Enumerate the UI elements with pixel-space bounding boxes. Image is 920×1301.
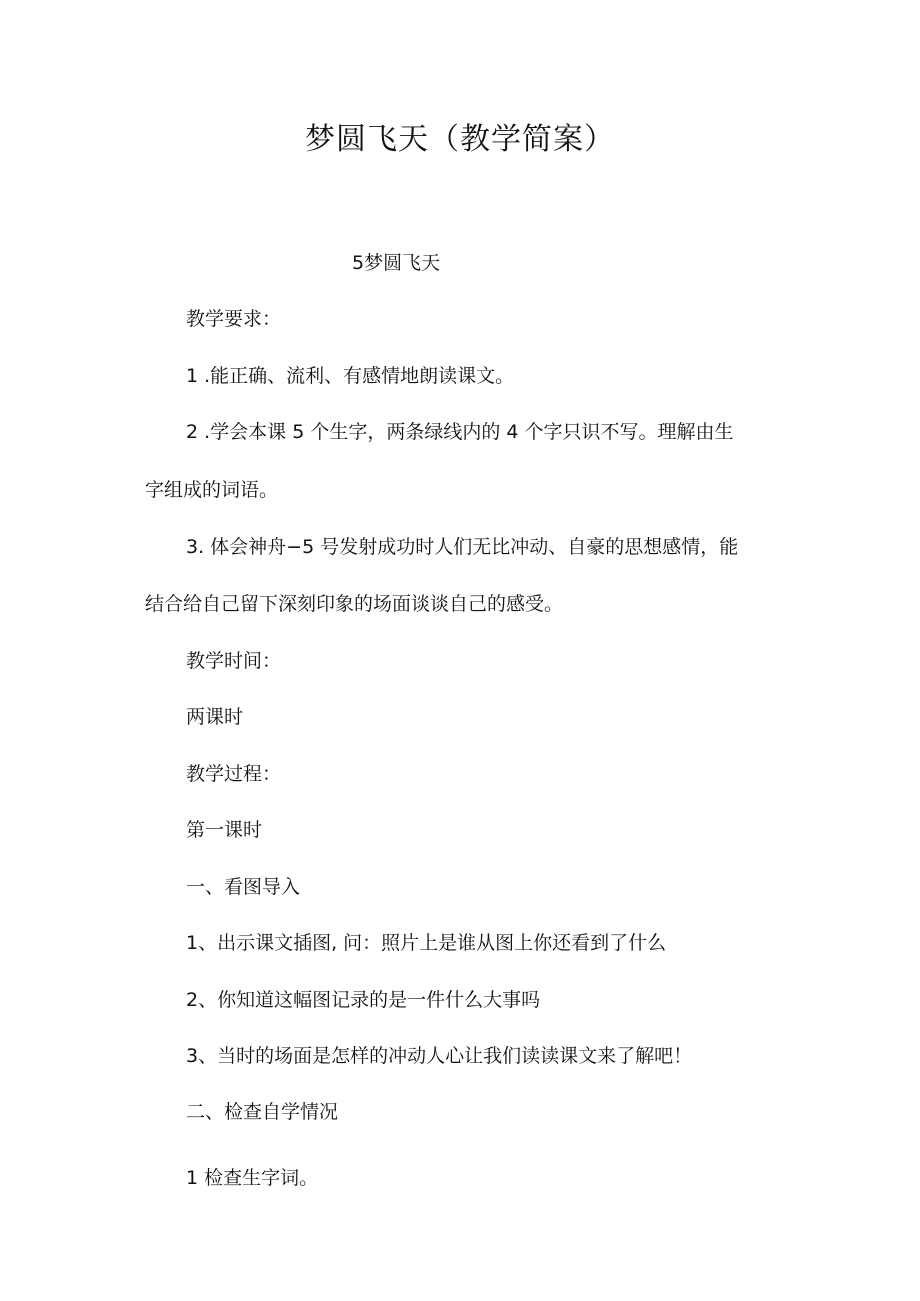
requirement-2-line-1: 2 .学会本课 5 个生字，两条绿线内的 4 个字只识不写。理解由生 — [186, 421, 734, 443]
lesson-heading: 5梦圆飞天 — [352, 252, 441, 274]
document-title: 梦圆飞天（教学简案） — [305, 122, 615, 157]
section-2-heading: 二、检查自学情况 — [186, 1101, 339, 1123]
requirements-label: 教学要求： — [186, 308, 282, 330]
section-1-item-3: 3、当时的场面是怎样的冲动人心让我们读读课文来了解吧！ — [186, 1045, 693, 1067]
section-1-heading: 一、看图导入 — [186, 876, 301, 898]
teaching-time-value: 两课时 — [186, 706, 244, 728]
requirement-1: 1 .能正确、流利、有感情地朗读课文。 — [186, 365, 515, 387]
requirement-2-line-2: 字组成的词语。 — [145, 479, 279, 501]
section-1-item-2: 2、你知道这幅图记录的是一件什么大事吗 — [186, 989, 541, 1011]
section-1-item-1: 1、出示课文插图, 问：照片上是谁从图上你还看到了什么 — [186, 932, 667, 954]
section-2-item-1: 1 检查生字词。 — [186, 1167, 319, 1189]
teaching-process-label: 教学过程： — [186, 763, 282, 785]
teaching-time-label: 教学时间： — [186, 650, 282, 672]
requirement-3-line-1: 3. 体会神舟−5 号发射成功时人们无比冲动、自豪的思想感情，能 — [186, 536, 739, 558]
requirement-3-line-2: 结合给自己留下深刻印象的场面谈谈自己的感受。 — [145, 593, 564, 615]
period-1-heading: 第一课时 — [186, 819, 263, 841]
